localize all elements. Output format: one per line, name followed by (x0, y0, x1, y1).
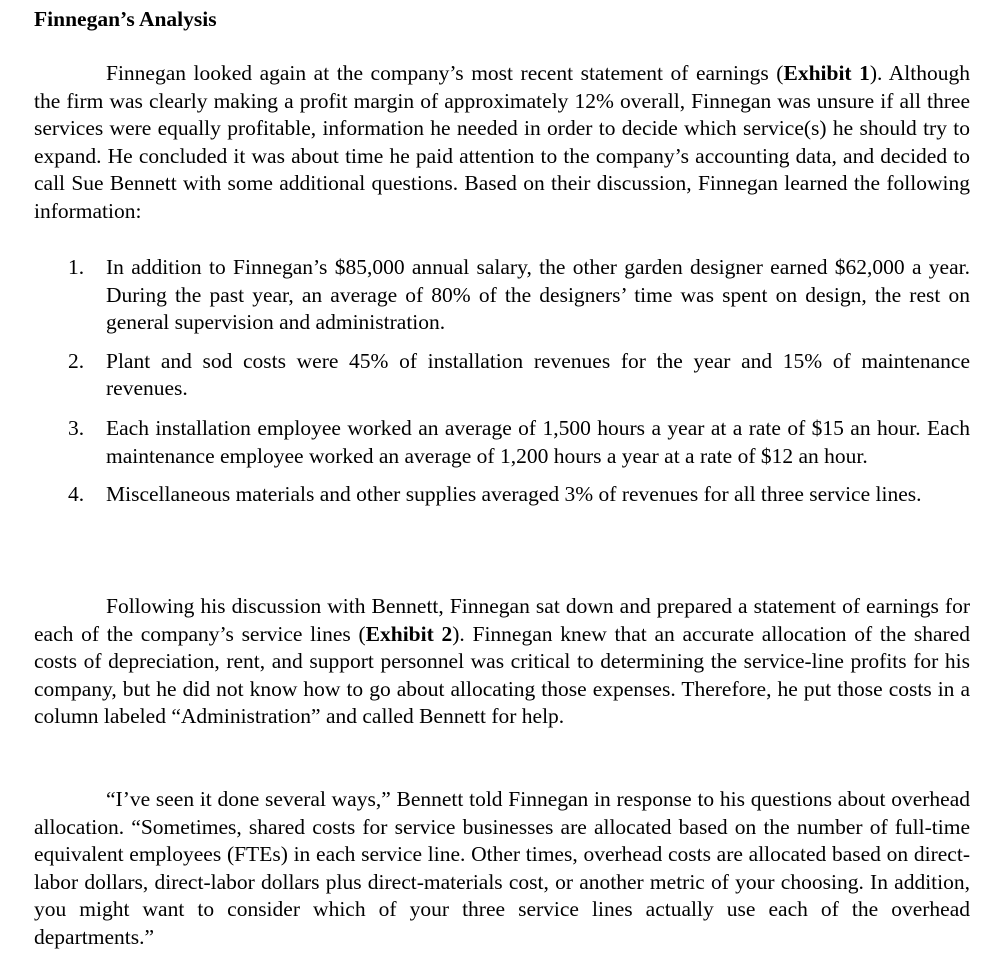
information-list (68, 254, 970, 509)
paragraph-intro (34, 60, 970, 226)
exhibit-1-reference: Exhibit 1 (783, 61, 870, 85)
list-item-number: 1. (68, 255, 85, 279)
exhibit-2-reference: Exhibit 2 (365, 621, 453, 646)
list-item-text: Plant and sod costs were 45% of installation revenues for the year and 15% of maintenance revenues. (106, 348, 970, 401)
list-item-number: 4. (68, 482, 85, 507)
list-item (68, 481, 970, 509)
paragraph-statement-text-a: Following his discussion with Bennett, Finnegan sat down and prepared a statement of earnings for each of the company’s service lines ( (34, 594, 970, 646)
list-item-number: 3. (68, 415, 85, 440)
list-item (68, 415, 970, 470)
list-item-text: Miscellaneous materials and other supplies averaged 3% of revenues for all three service lines. (106, 482, 922, 507)
list-item (68, 348, 970, 403)
paragraph-intro-text-a: Finnegan looked again at the company’s most recent statement of earnings ( (106, 61, 784, 85)
paragraph-statement (34, 593, 970, 731)
list-item (68, 254, 970, 337)
list-item-number: 2. (68, 348, 85, 373)
list-item-text: In addition to Finnegan’s $85,000 annual salary, the other garden designer earned $62,000 a year. During the past year, an average of 80% of the designers’ time was spent on design, the rest on general supervision and administration. (106, 255, 970, 335)
list-item-text: Each installation employee worked an average of 1,500 hours a year at a rate of $15 an hour. Each maintenance employee worked an average of 1,200 hours a year at a rate of $12 an hour. (106, 415, 970, 468)
paragraph-intro-text-b: ). Although the firm was clearly making a profit margin of approximately 12% overall, Finnegan was unsure if all three services were equally profitable, information he needed in order to decide which service(s) he should try to expand. He concluded it was about time he paid attention to the company’s accounting data, and decided to call Sue Bennett with some additional questions. Based on their discussion, Finnegan learned the following information: (34, 61, 970, 223)
paragraph-quote: “I’ve seen it done several ways,” Bennett told Finnegan in response to his questions about overhead allocation. “Sometimes, shared costs for service businesses are allocated based on the number of full-time equivalent employees (FTEs) in each service line. Other times, overhead costs are allocated based on direct-labor dollars, direct-labor dollars plus direct-materials cost, or another metric of your choosing. In addition, you might want to consider which of your three service lines actually use each of the overhead departments.” (34, 787, 970, 949)
paragraph-statement-text-b: ). Finnegan knew that an accurate allocation of the shared costs of depreciation, rent, and support personnel was critical to determining the service-line profits for his company, but he did not know how to go about allocating those expenses. Therefore, he put those costs in a column labeled “Administration” and called Bennett for help. (34, 621, 970, 729)
section-heading: Finnegan’s Analysis (34, 7, 217, 31)
